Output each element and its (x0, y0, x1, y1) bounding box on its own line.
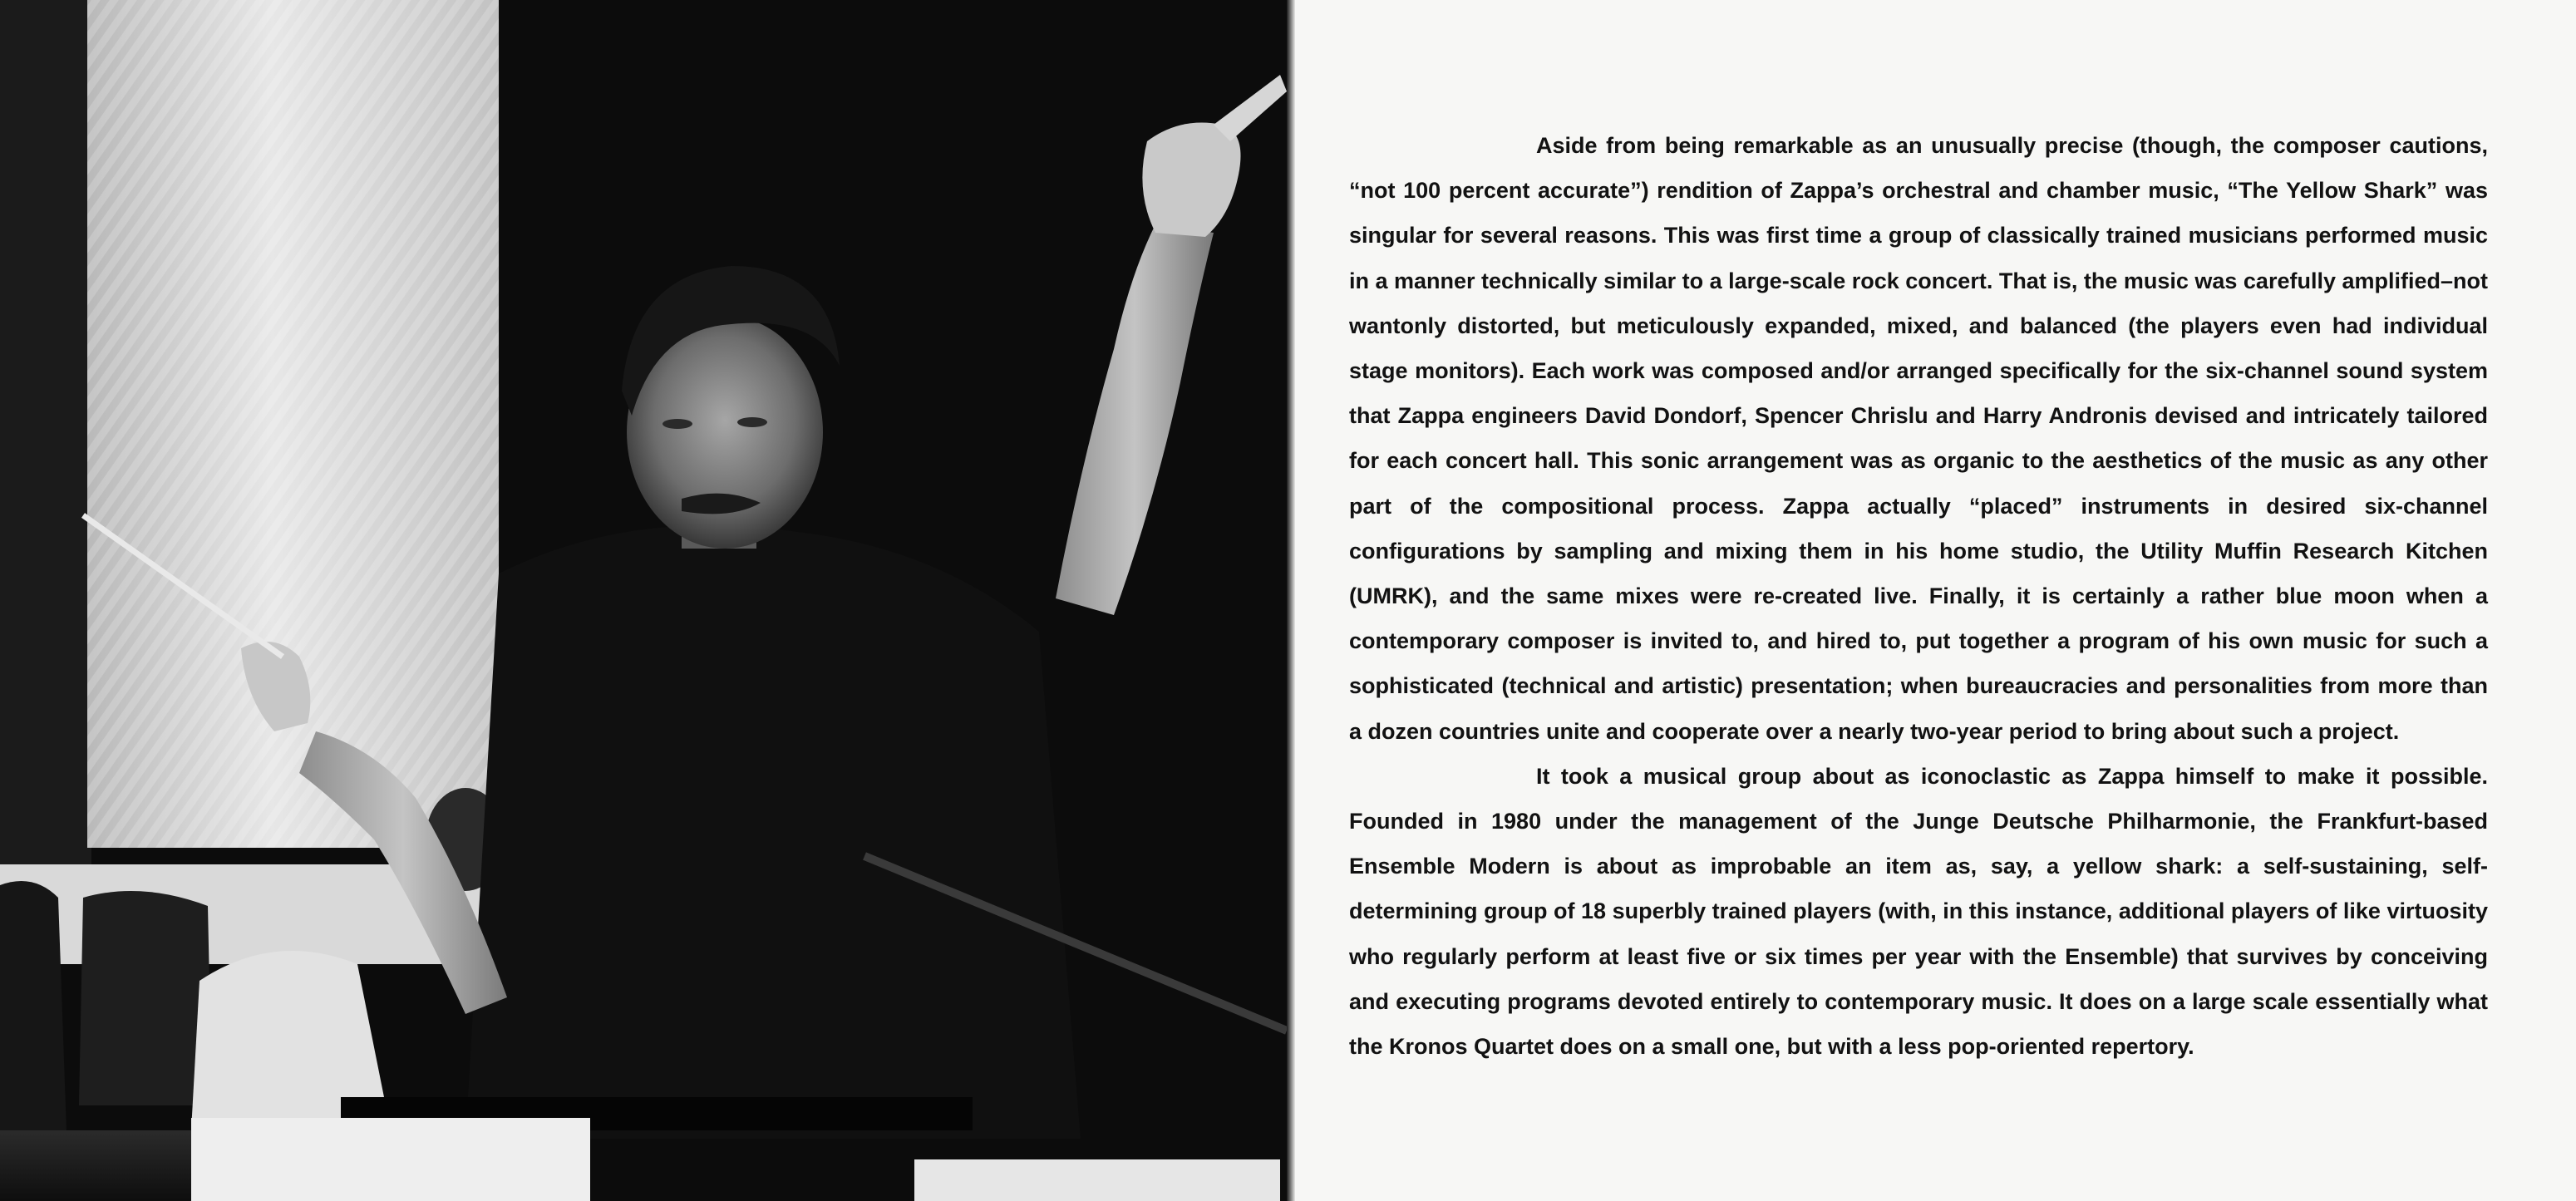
article-body (1349, 123, 2488, 1069)
conductor-photo (0, 0, 1287, 1201)
page-gutter (1287, 0, 1295, 1201)
photo-image (0, 0, 1287, 1201)
paragraph-2: It took a musical group about as iconoclastic as Zappa himself to make it possible. Founded in 1980 under the management of the Junge Deutsche Philharmonie, the Frankfurt-based Ensemble Modern is about as improbable an item as, say, a yellow shark: a self-sustaining, self-determining group of 18 superbly trained players (with, in this instance, additional players of like virtuosity who regularly perform at least five or six times per year with the Ensemble) that survives by conceiving and executing programs devoted entirely to contemporary music. It does on a large scale essentially what the Kronos Quartet does on a small one, but with a less pop-oriented repertory. (1349, 763, 2488, 1060)
paragraph-1: Aside from being remarkable as an unusually precise (though, the composer cautions, “not 100 percent accurate”) rendition of Zappa’s orchestral and chamber music, “The Yellow Shark” was singular for several reasons. This was first time a group of classically trained musicians performed music in a manner technically similar to a large-scale rock concert. That is, the music was carefully amplified–not wantonly distorted, but meticulously expanded, mixed, and balanced (the players even had individual stage monitors). Each work was composed and/or arranged specifically for the six-channel sound system that Zappa engineers David Dondorf, Spencer Chrislu and Harry Andronis devised and intricately tailored for each concert hall. This sonic arrangement was as organic to the aesthetics of the music as any other part of the compositional process. Zappa actually “placed” instruments in desired six-channel configurations by sampling and mixing them in his home studio, the Utility Muffin Research Kitchen (UMRK), and the same mixes were re-created live. Finally, it is certainly a rather blue moon when a contemporary composer is invited to, and hired to, put together a program of his own music for such a sophisticated (technical and artistic) presentation; when bureaucracies and personalities from more than a dozen countries unite and cooperate over a nearly two-year period to bring about such a project. (1349, 133, 2488, 744)
text-page (1295, 0, 2576, 1201)
